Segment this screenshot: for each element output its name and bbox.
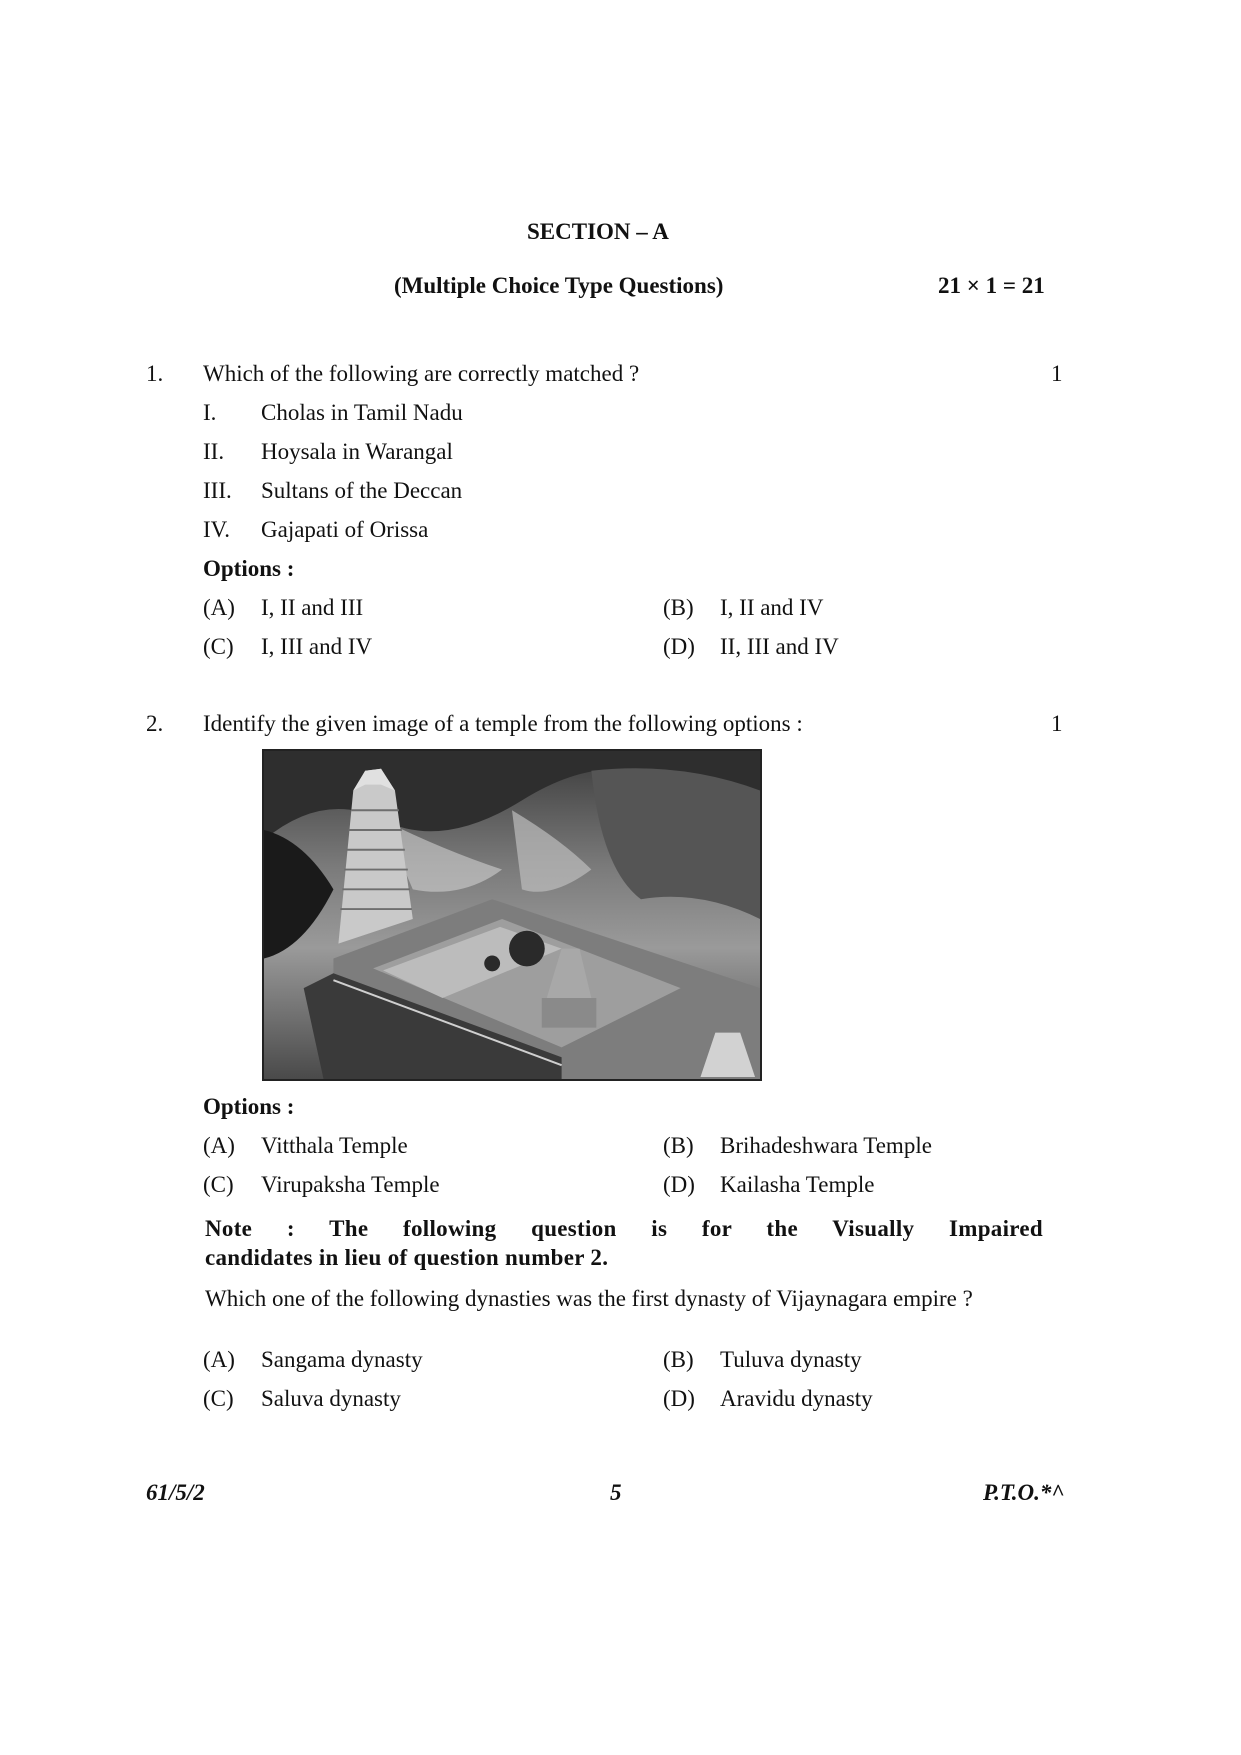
q1-option-text: I, II and IV [720,595,824,620]
alt-option-letter: (D) [663,1386,695,1411]
section-marks: 21 × 1 = 21 [938,273,1045,298]
q2-option-text: Virupaksha Temple [261,1172,440,1197]
q2-options-label: Options : [203,1094,295,1119]
q1-item-text: Hoysala in Warangal [261,439,453,464]
q1-item-num: II. [203,439,225,464]
alt-question-text: Which one of the following dynasties was the first dynasty of Vijaynagara empire ? [205,1286,973,1311]
alt-option-text: Aravidu dynasty [720,1386,873,1411]
q1-option-letter: (D) [663,634,695,659]
q2-option-text: Kailasha Temple [720,1172,875,1197]
q2-marks: 1 [1051,711,1063,736]
q1-option-text: II, III and IV [720,634,839,659]
page-number: 5 [610,1480,622,1505]
q1-option-text: I, II and III [261,595,364,620]
q2-text: Identify the given image of a temple from the following options : [203,711,803,736]
q1-marks: 1 [1051,361,1063,386]
alt-option-letter: (A) [203,1347,235,1372]
q1-item-text: Sultans of the Deccan [261,478,463,503]
alt-option-text: Sangama dynasty [261,1347,423,1372]
q1-option-text: I, III and IV [261,634,373,659]
q2-option-letter: (C) [203,1172,234,1197]
section-subtitle: (Multiple Choice Type Questions) [394,273,724,298]
q1-item-text: Gajapati of Orissa [261,517,429,542]
q1-item-num: IV. [203,517,231,542]
q2-option-letter: (A) [203,1133,235,1158]
q2-option-text: Brihadeshwara Temple [720,1133,932,1158]
q1-item-text: Cholas in Tamil Nadu [261,400,463,425]
q1-options-label: Options : [203,556,295,581]
q1-text: Which of the following are correctly matched ? [203,361,640,386]
q2-number: 2. [146,711,164,736]
note-line-1: Note : The following question is for the Visually Impaired [205,1216,1043,1241]
q2-option-letter: (D) [663,1172,695,1197]
note-line-2: candidates in lieu of question number 2. [205,1245,609,1270]
q2-option-text: Vitthala Temple [261,1133,408,1158]
q1-option-letter: (A) [203,595,235,620]
pto-label: P.T.O.*^ [983,1480,1065,1505]
q1-option-letter: (B) [663,595,694,620]
alt-option-text: Tuluva dynasty [720,1347,862,1372]
section-title: SECTION – A [527,219,669,244]
paper-code: 61/5/2 [146,1480,205,1505]
visually-impaired-note [205,1214,1043,1272]
alt-option-text: Saluva dynasty [261,1386,401,1411]
q1-option-letter: (C) [203,634,234,659]
q1-item-num: I. [203,400,217,425]
q2-option-letter: (B) [663,1133,694,1158]
alt-option-letter: (C) [203,1386,234,1411]
temple-photo [262,749,762,1081]
q1-number: 1. [146,361,164,386]
alt-option-letter: (B) [663,1347,694,1372]
q1-item-num: III. [203,478,232,503]
